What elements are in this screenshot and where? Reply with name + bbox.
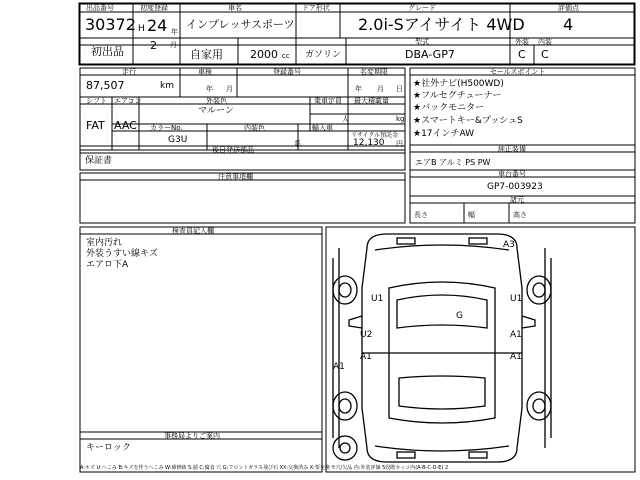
office-value: キーロック <box>86 443 131 453</box>
inspector-title: 検査員記入欄 <box>172 227 214 235</box>
score-label: 評価点 <box>558 4 579 12</box>
damage-mark-a1-rear: A1 <box>510 330 522 340</box>
inspector-line: エアロ下A <box>86 260 129 270</box>
dimensions-title: 諸元 <box>510 196 524 204</box>
first-reg-label: 初度登録 <box>140 4 168 12</box>
sales-points-title: セールスポイント <box>490 68 546 76</box>
sales-point-item: ★スマートキー&プッシュS <box>413 116 523 126</box>
door-label: ドア形状 <box>302 4 330 12</box>
chassis-title: 車台番号 <box>498 170 526 178</box>
width-label: 幅 <box>468 211 475 219</box>
grade-label: グレード <box>408 4 436 12</box>
aircon-label: エアコン <box>114 97 142 105</box>
equipment-title: 純正装備 <box>498 145 526 153</box>
mileage-unit: km <box>160 81 174 91</box>
capacity-label: 乗車定員 <box>314 97 342 105</box>
displacement-unit: cc <box>282 52 290 60</box>
car-condition-diagram <box>327 228 557 468</box>
year-unit: 年 <box>171 28 178 36</box>
model-code: DBA-GP7 <box>405 48 455 61</box>
notes-title: 注意事項欄 <box>218 173 253 181</box>
year-number: 24 <box>147 16 168 35</box>
month-unit: 月 <box>170 41 177 49</box>
int-color-suffix: 系 <box>294 140 301 148</box>
recycle-value: 12,130 <box>353 138 385 148</box>
damage-legend: A:キズ U:へこみ B:キズを伴うへこみ W:補修跡 S:錆 C:腐食 穴 G:フロントガラス飛び石 XX:交換済み X:要交換 Y:穴/欠品 内:外装評価 5段階カッコ内(A-B-C-D-E) 2 <box>80 465 449 471</box>
fuel: ガソリン <box>305 50 342 60</box>
damage-mark-u1-right: U1 <box>510 294 523 304</box>
inspector-line: 外装うすい線キズ <box>86 249 158 259</box>
interior-grade: C <box>541 48 549 61</box>
interior-label: 内装 <box>538 38 552 46</box>
era: H <box>138 24 145 34</box>
title-day-unit: 日 <box>396 85 403 93</box>
sales-point-item: ★社外ナビ(H500WD) <box>413 79 504 89</box>
lot-label: 出品番号 <box>86 4 114 12</box>
chassis-number: GP7-003923 <box>487 182 543 192</box>
color-no-label: カラーNo. <box>150 124 183 132</box>
inspector-line: 室内汚れ <box>86 238 123 248</box>
capacity-unit: 人 <box>342 115 349 123</box>
color-no-value: G3U <box>168 135 188 145</box>
documents-title: 後日発送部品 <box>212 146 254 154</box>
recycle-unit: 円 <box>396 140 403 148</box>
title-year-unit: 年 <box>355 85 362 93</box>
displacement: 2000 <box>250 48 278 61</box>
reg-no-label: 登録番号 <box>273 68 301 76</box>
recycle-label: リサイクル預託金 <box>351 132 399 139</box>
inspection-month-unit: 月 <box>226 85 233 93</box>
damage-mark-g: G <box>456 311 463 321</box>
shift-value: FAT <box>86 119 105 132</box>
usage: 自家用 <box>190 48 223 61</box>
exterior-grade: C <box>518 48 526 61</box>
documents-value: 保証書 <box>85 156 113 166</box>
length-label: 長さ <box>414 211 428 219</box>
aircon-value: AAC <box>114 119 137 132</box>
equipment-value: エアB アルミ PS PW <box>415 158 491 167</box>
damage-mark-a1-right: A1 <box>510 352 522 362</box>
title-deadline-label: 名変期限 <box>360 68 388 76</box>
model-label: 型式 <box>415 38 429 46</box>
inspection-year-unit: 年 <box>206 85 213 93</box>
mileage-label: 走行 <box>122 68 136 76</box>
height-label: 高さ <box>513 211 527 219</box>
damage-mark-u1-left: U1 <box>371 294 384 304</box>
score: 4 <box>563 15 574 34</box>
load-unit: kg <box>396 115 405 123</box>
mileage-value: 87,507 <box>86 79 125 92</box>
grade: 2.0i-Sアイサイト 4WD <box>358 15 525 34</box>
sales-point-item: ★17インチAW <box>413 129 475 139</box>
inspection-label: 車検 <box>198 68 212 76</box>
int-color-label: 内装色 <box>244 124 265 132</box>
first-listing: 初出品 <box>91 45 124 58</box>
sales-point-item: ★バックモニター <box>413 103 485 113</box>
lot-number: 30372 <box>85 15 136 34</box>
car-name: インプレッサスポーツ <box>186 18 295 31</box>
title-month-unit: 月 <box>377 85 384 93</box>
damage-mark-a1-left: A1 <box>333 362 345 372</box>
exterior-label: 外装 <box>515 38 529 46</box>
damage-mark-a1-left-mid: A1 <box>360 352 372 362</box>
import-label: 輸入車 <box>312 124 333 132</box>
color-label: 外装色 <box>206 97 227 105</box>
damage-mark-a3: A3 <box>503 240 515 250</box>
office-title: 事務局よりご案内 <box>164 432 220 440</box>
shift-label: シフト <box>86 97 107 105</box>
sales-point-item: ★フルセグチューナー <box>413 91 502 101</box>
damage-mark-u2: U2 <box>360 330 373 340</box>
month-number: 2 <box>150 39 157 52</box>
max-load-label: 最大積載量 <box>354 97 389 105</box>
car-name-label: 車名 <box>228 4 242 12</box>
color-value: マルーン <box>198 106 234 116</box>
